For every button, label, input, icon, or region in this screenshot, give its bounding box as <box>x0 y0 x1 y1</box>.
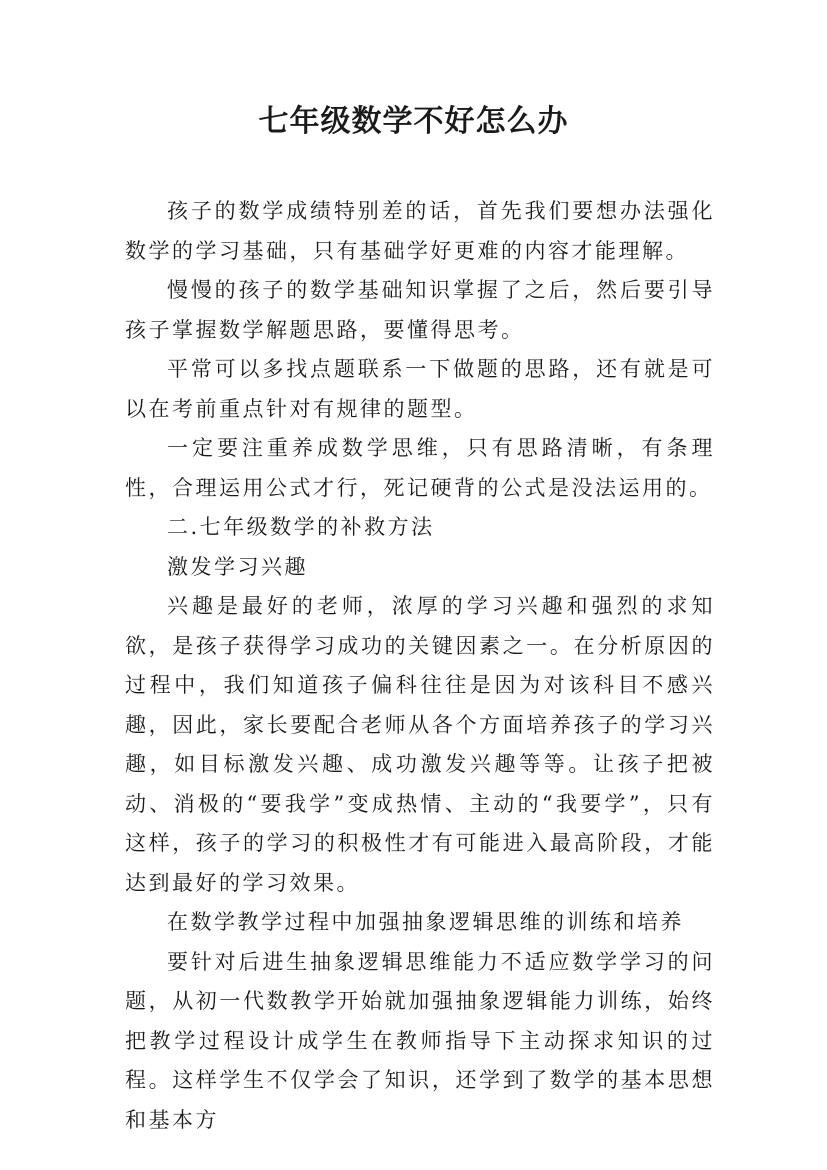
paragraph: 一定要注重养成数学思维，只有思路清晰，有条理性，合理运用公式才行，死记硬背的公式是没法运用的。 <box>125 436 715 500</box>
paragraph: 兴趣是最好的老师，浓厚的学习兴趣和强烈的求知欲，是孩子获得学习成功的关键因素之一。在分析原因的过程中，我们知道孩子偏科往往是因为对该科目不感兴趣，因此，家长要配合老师从各个方面培养孩子的学习兴趣，如目标激发兴趣、成功激发兴趣等等。让孩子把被动、消极的“要我学”变成热情、主动的“我要学”，只有这样，孩子的学习的积极性才有可能进入最高阶段，才能达到最好的学习效果。 <box>125 594 715 895</box>
paragraph: 孩子的数学成绩特别差的话，首先我们要想办法强化数学的学习基础，只有基础学好更难的内容才能理解。 <box>125 199 715 263</box>
subsection-heading: 激发学习兴趣 <box>167 554 308 579</box>
document-body <box>125 192 715 1140</box>
subsection-heading: 在数学教学过程中加强抽象逻辑思维的训练和培养 <box>167 910 684 934</box>
paragraph: 慢慢的孩子的数学基础知识掌握了之后，然后要引导孩子掌握数学解题思路，要懂得思考。 <box>125 278 715 342</box>
section-heading: 二.七年级数学的补救方法 <box>167 515 435 539</box>
paragraph: 平常可以多找点题联系一下做题的思路，还有就是可以在考前重点针对有规律的题型。 <box>125 357 715 421</box>
paragraph: 要针对后进生抽象逻辑思维能力不适应数学学习的问题，从初一代数教学开始就加强抽象逻辑能力训练，始终把教学过程设计成学生在教师指导下主动探求知识的过程。这样学生不仅学会了知识，还学到了数学的基本思想和基本方 <box>125 949 715 1132</box>
document-title: 七年级数学不好怎么办 <box>258 104 569 139</box>
